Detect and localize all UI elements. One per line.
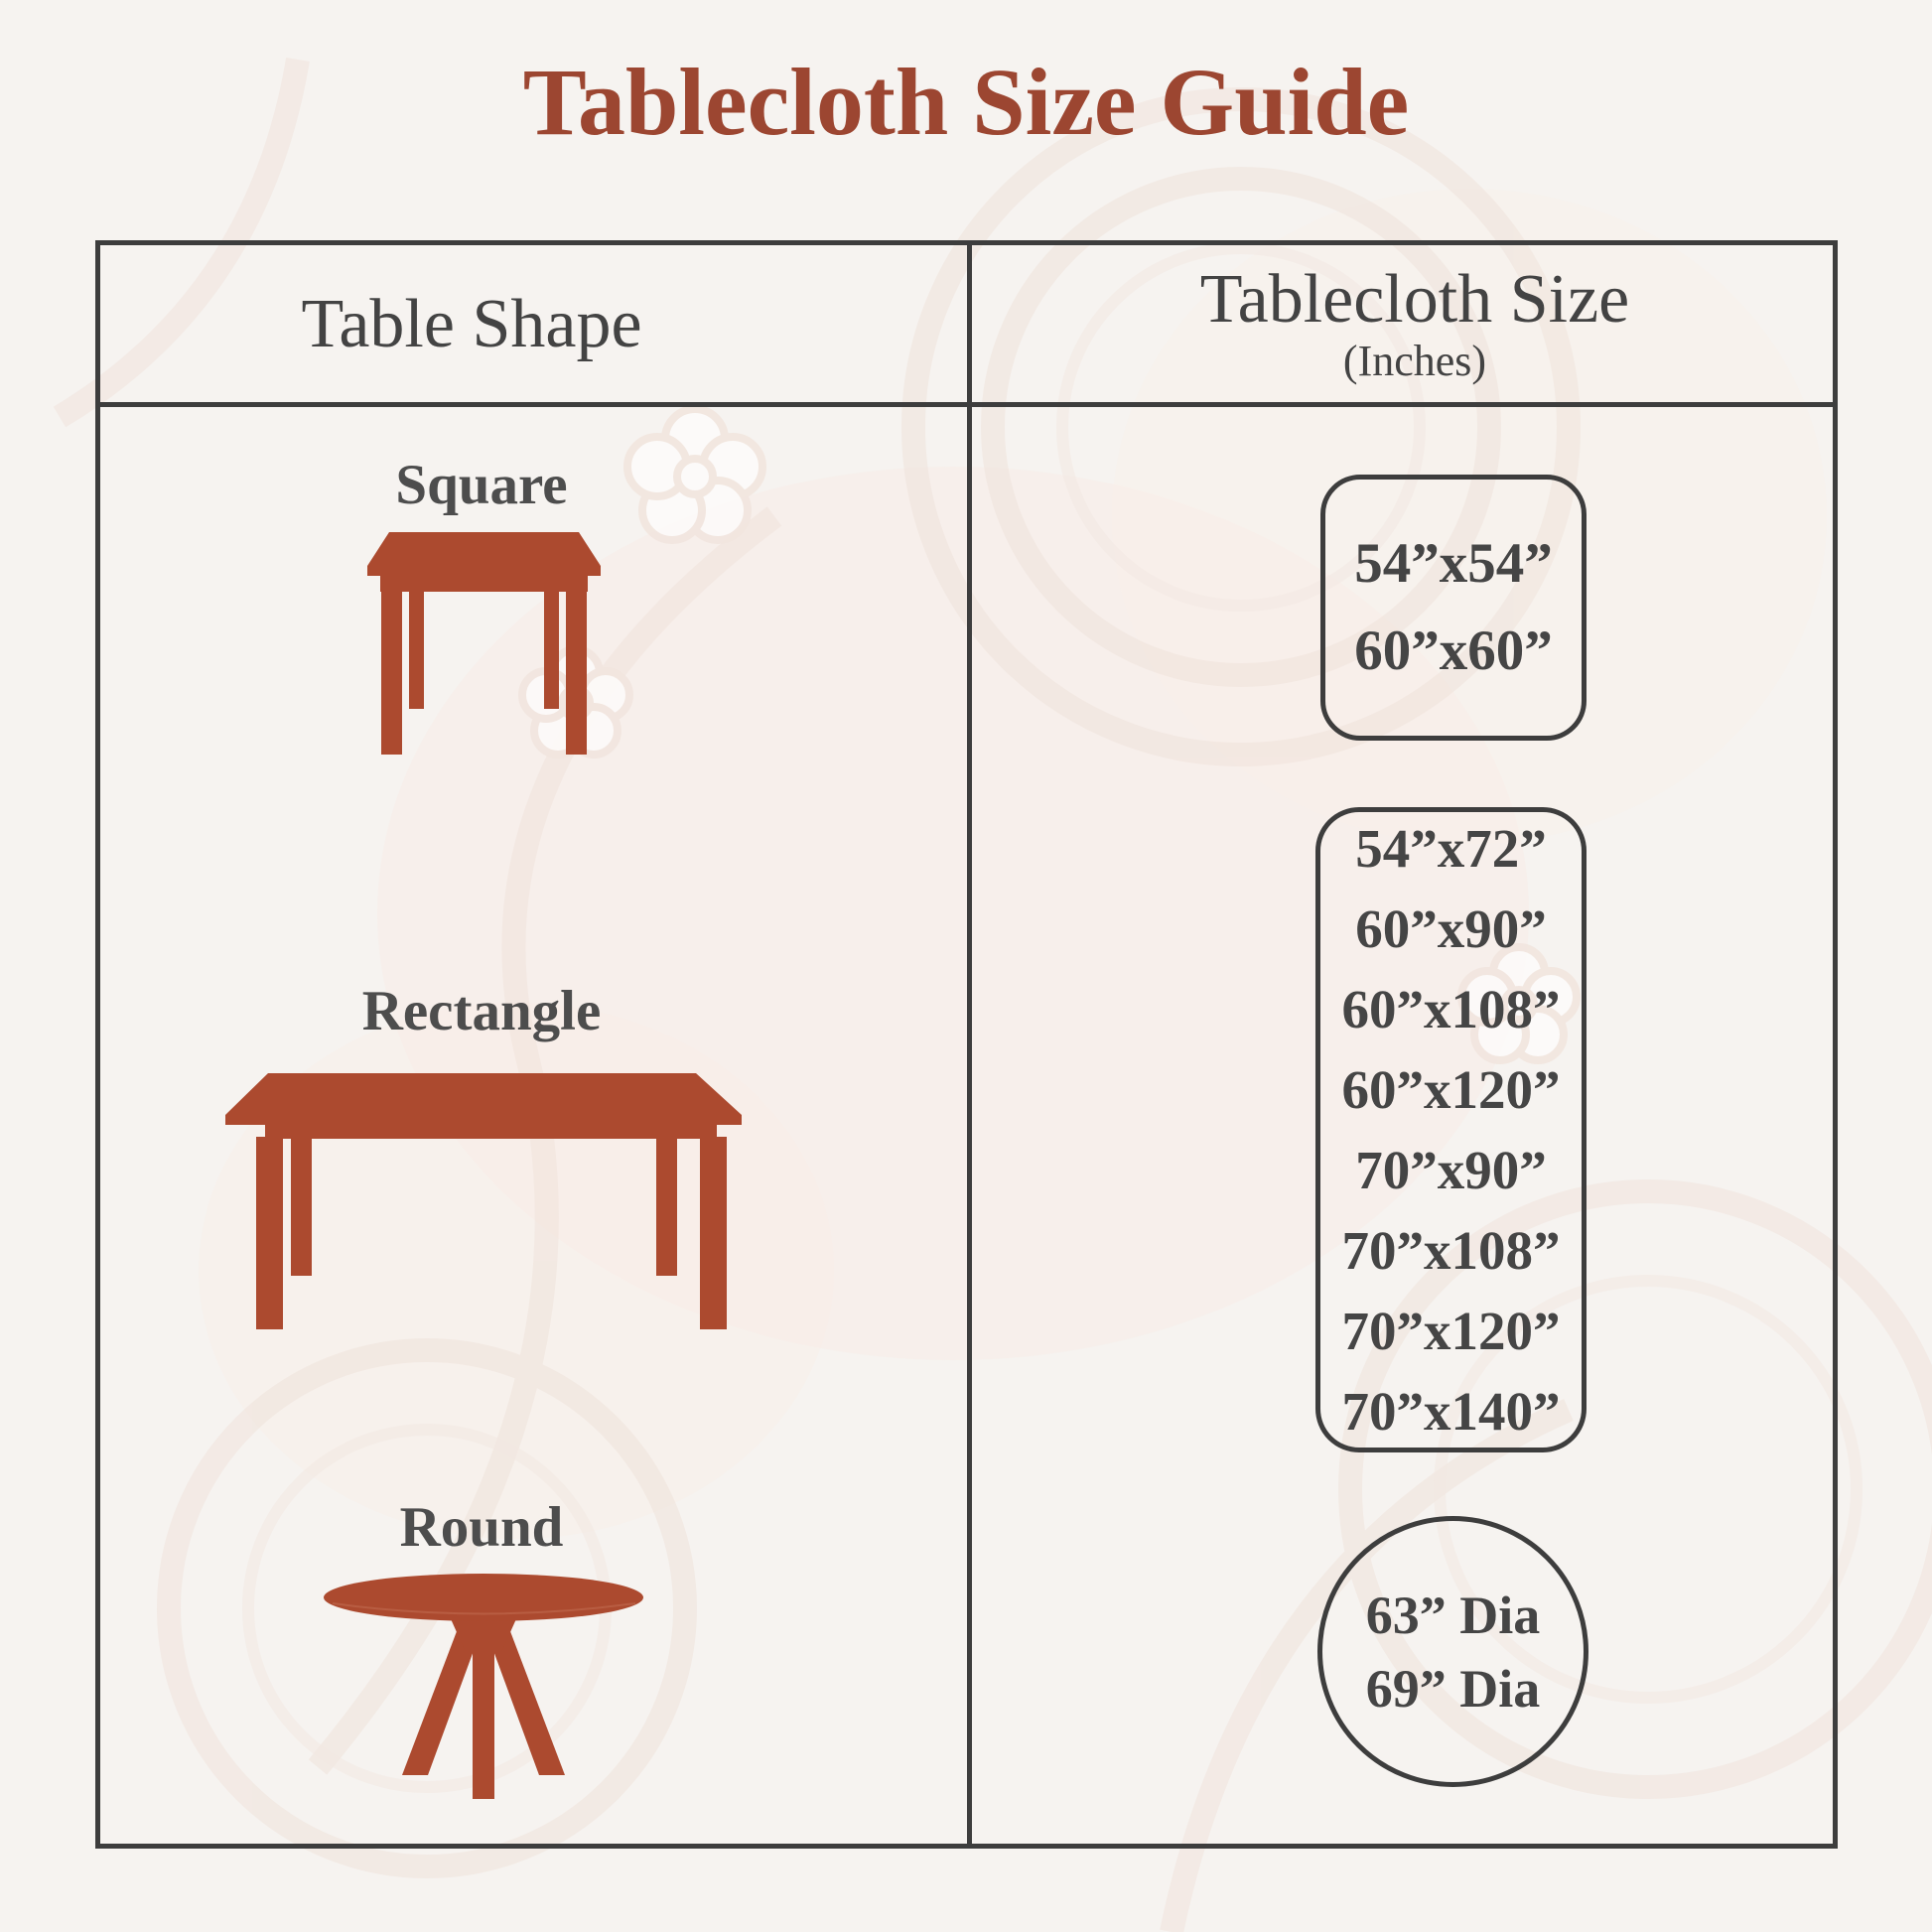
table-shape-header-label: Table Shape [301, 286, 642, 362]
size-value: 60”x108” [1341, 979, 1561, 1039]
rectangle-table-icon [225, 1073, 742, 1333]
round-shape-label: Round [399, 1496, 564, 1559]
rectangle-sizes-box [1315, 807, 1587, 1452]
page-title: Tablecloth Size Guide [522, 49, 1410, 155]
round-sizes-circle [1317, 1516, 1588, 1787]
tablecloth-size-unit-label: (Inches) [1342, 337, 1487, 385]
size-value: 60”x60” [1354, 620, 1553, 682]
size-value: 70”x90” [1355, 1140, 1547, 1200]
square-table-icon [367, 532, 601, 757]
square-shape-label: Square [395, 454, 568, 516]
header-separator-line [100, 402, 1833, 407]
size-value: 54”x54” [1354, 532, 1553, 595]
size-value: 63” Dia [1365, 1585, 1541, 1645]
size-value: 60”x90” [1355, 898, 1547, 959]
size-value: 69” Dia [1365, 1658, 1541, 1719]
column-divider-line [967, 245, 972, 1844]
size-value: 60”x120” [1341, 1059, 1561, 1120]
size-value: 70”x108” [1341, 1220, 1561, 1281]
tablecloth-size-header-cell [1042, 250, 1787, 399]
table-shape-header-cell [99, 250, 844, 399]
tablecloth-size-header-label: Tablecloth Size [1199, 261, 1630, 338]
rectangle-shape-label: Rectangle [361, 980, 602, 1042]
round-table-icon [323, 1573, 645, 1803]
size-value: 70”x140” [1341, 1381, 1561, 1442]
square-sizes-box [1320, 475, 1587, 741]
size-value: 54”x72” [1355, 818, 1547, 879]
size-value: 70”x120” [1341, 1301, 1561, 1361]
